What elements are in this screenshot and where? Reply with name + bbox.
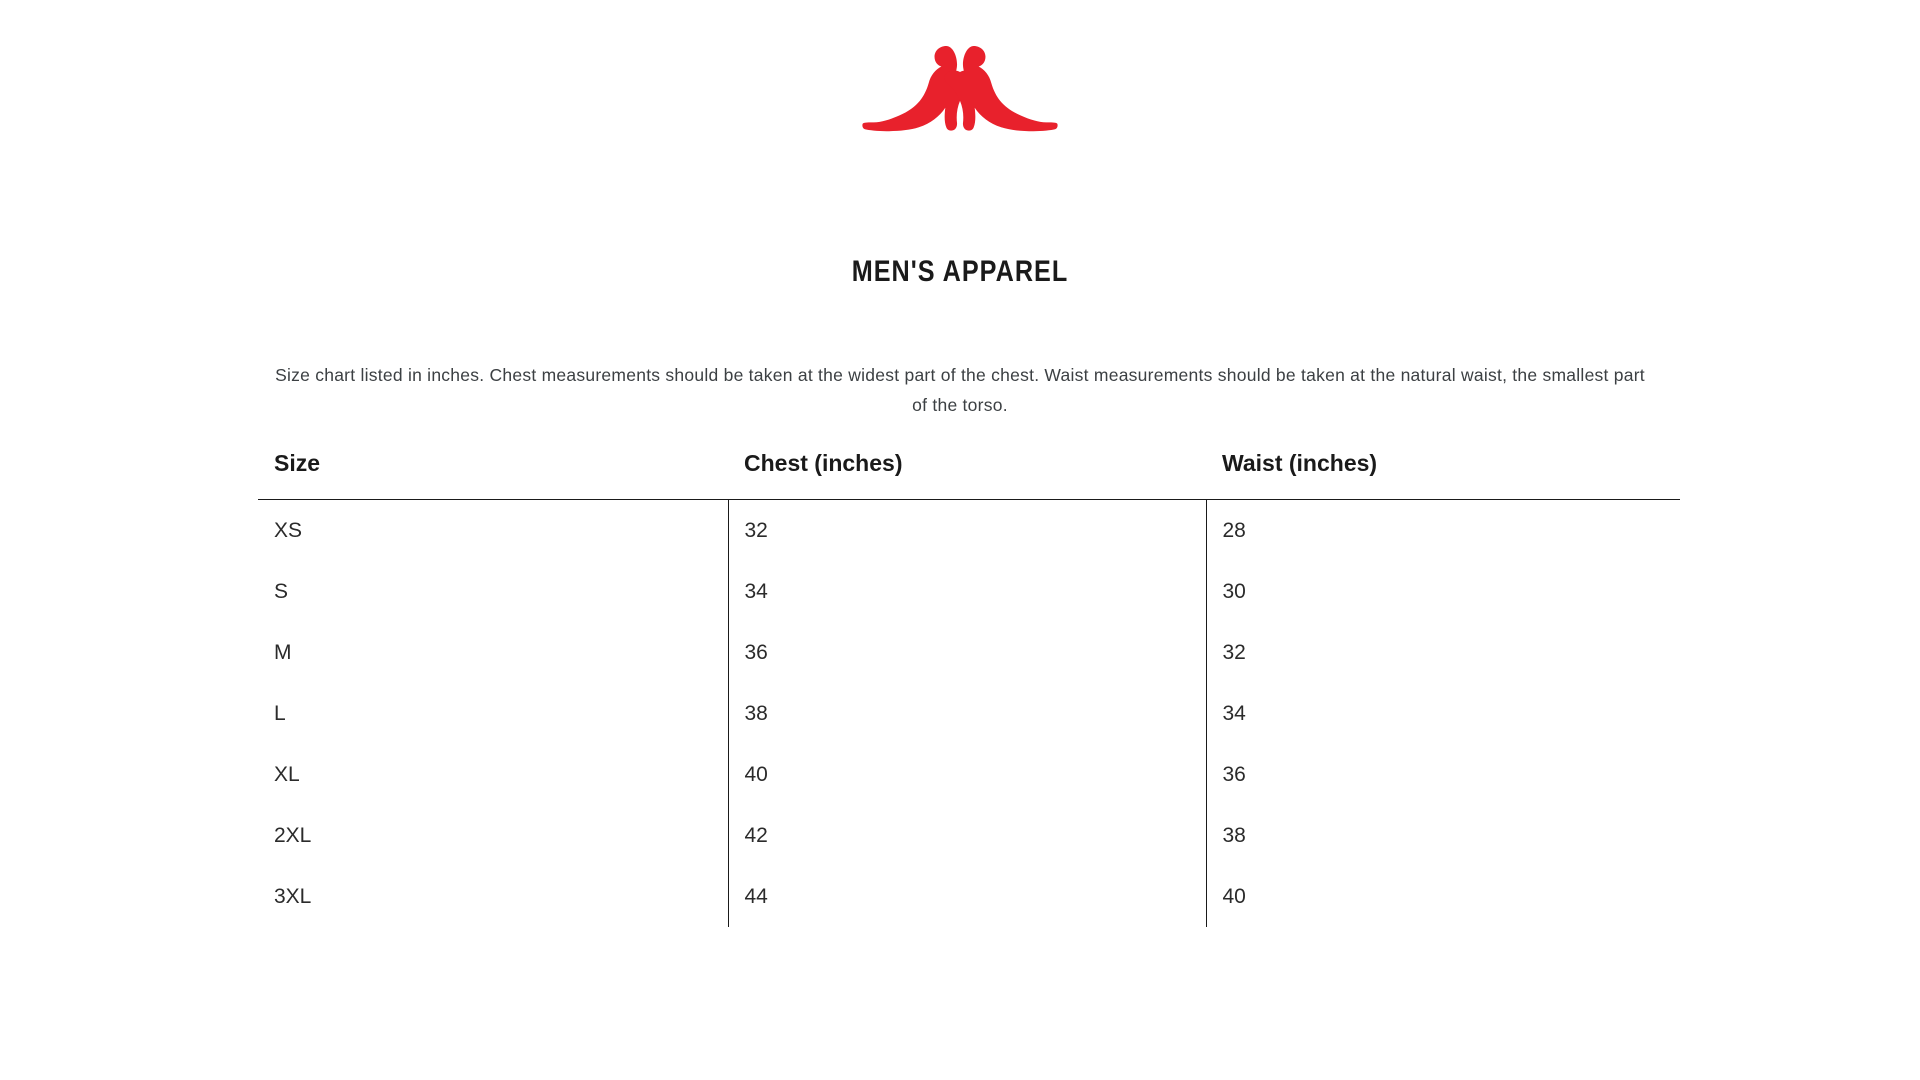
cell-waist: 30 bbox=[1206, 561, 1680, 622]
cell-chest: 34 bbox=[728, 561, 1206, 622]
table-row bbox=[258, 500, 1680, 562]
table-row bbox=[258, 561, 1680, 622]
kappa-omini-logo-icon bbox=[862, 40, 1058, 146]
intro-paragraph: Size chart listed in inches. Chest measurements should be taken at the widest part of the chest. Waist measurements should be taken at the natural waist, the smallest part of the torso. bbox=[275, 365, 1645, 415]
cell-waist: 34 bbox=[1206, 683, 1680, 744]
size-chart-table bbox=[258, 450, 1680, 927]
cell-size: 3XL bbox=[274, 884, 312, 908]
cell-size: L bbox=[274, 701, 286, 725]
cell-size: S bbox=[274, 579, 289, 603]
cell-chest: 36 bbox=[728, 622, 1206, 683]
cell-chest: 32 bbox=[728, 500, 1206, 562]
size-table-container bbox=[258, 450, 1680, 927]
table-header-row bbox=[258, 450, 1680, 500]
cell-size: XL bbox=[274, 762, 300, 786]
table-row bbox=[258, 866, 1680, 927]
cell-chest: 42 bbox=[728, 805, 1206, 866]
cell-waist: 32 bbox=[1206, 622, 1680, 683]
column-header-size: Size bbox=[258, 450, 728, 500]
table-row bbox=[258, 683, 1680, 744]
cell-chest: 40 bbox=[728, 744, 1206, 805]
table-row bbox=[258, 805, 1680, 866]
table-body bbox=[258, 500, 1680, 928]
table-row bbox=[258, 622, 1680, 683]
table-header bbox=[258, 450, 1680, 500]
column-header-chest: Chest (inches) bbox=[728, 450, 1206, 500]
cell-waist: 36 bbox=[1206, 744, 1680, 805]
cell-chest: 38 bbox=[728, 683, 1206, 744]
cell-waist: 40 bbox=[1206, 866, 1680, 927]
table-row bbox=[258, 744, 1680, 805]
cell-chest: 44 bbox=[728, 866, 1206, 927]
cell-size: 2XL bbox=[274, 823, 312, 847]
cell-waist: 38 bbox=[1206, 805, 1680, 866]
cell-size: M bbox=[274, 640, 292, 664]
page-title: MEN'S APPAREL bbox=[851, 255, 1069, 288]
brand-logo-container bbox=[0, 40, 1920, 146]
column-header-waist: Waist (inches) bbox=[1206, 450, 1680, 500]
cell-size: XS bbox=[274, 518, 303, 542]
cell-waist: 28 bbox=[1206, 500, 1680, 562]
